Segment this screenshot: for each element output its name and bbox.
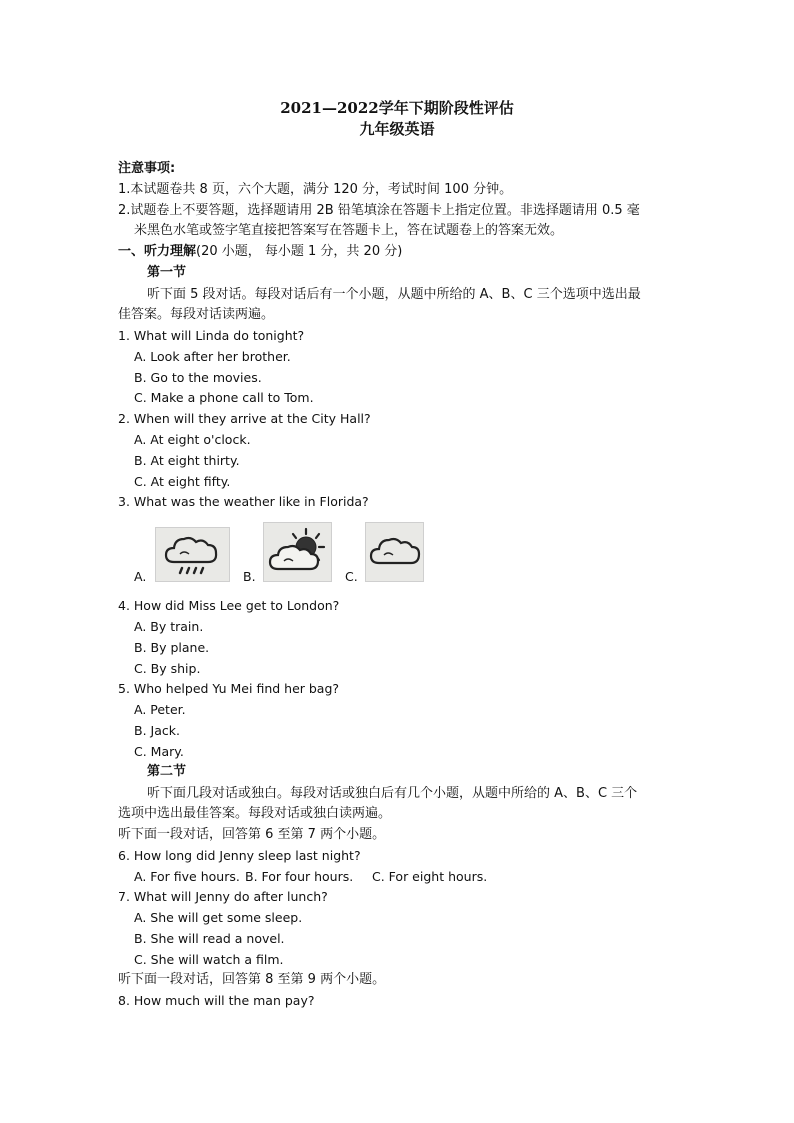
question-7: 7. What will Jenny do after lunch? — [118, 889, 328, 904]
notice-item-2-line-2: 米黑色水笔或签字笔直接把答案写在答题卡上，答在试题卷上的答案无效。 — [134, 223, 564, 238]
question-2-option-b: B. At eight thirty. — [134, 453, 240, 468]
notice-item-2-line-1: 2.试题卷上不要答题，选择题请用 2B 铅笔填涂在答题卡上指定位置。非选择题请用 0.5 毫 — [118, 203, 640, 218]
exam-subtitle: 九年级英语 — [359, 120, 435, 138]
question-4: 4. How did Miss Lee get to London? — [118, 598, 340, 613]
question-3-option-c: C. — [345, 569, 358, 584]
question-3-option-a: A. — [134, 569, 147, 584]
section1-intro-line-2: 佳答案。每段对话读两遍。 — [118, 307, 275, 322]
exam-title: 2021—2022学年下期阶段性评估 — [280, 99, 514, 117]
question-2-option-c: C. At eight fifty. — [134, 474, 231, 489]
question-7-option-c: C. She will watch a film. — [134, 952, 284, 967]
question-4-option-b: B. By plane. — [134, 640, 210, 655]
question-7-option-a: A. She will get some sleep. — [134, 910, 303, 925]
cloud-icon — [365, 522, 424, 582]
part1-heading — [118, 243, 402, 261]
question-2-option-a: A. At eight o'clock. — [134, 432, 251, 447]
dialog-8-9-instruction: 听下面一段对话，回答第 8 至第 9 两个小题。 — [118, 972, 386, 987]
question-3: 3. What was the weather like in Florida? — [118, 494, 369, 509]
question-7-option-b: B. She will read a novel. — [134, 931, 285, 946]
question-5-option-b: B. Jack. — [134, 723, 180, 738]
question-2: 2. When will they arrive at the City Hall? — [118, 411, 371, 426]
question-1-option-c: C. Make a phone call to Tom. — [134, 390, 314, 405]
rain-cloud-icon — [155, 527, 230, 582]
dialog-6-7-instruction: 听下面一段对话，回答第 6 至第 7 两个小题。 — [118, 827, 386, 842]
section1-heading: 第一节 — [147, 265, 187, 280]
question-5-option-a: A. Peter. — [134, 702, 186, 717]
question-1-option-a: A. Look after her brother. — [134, 349, 291, 364]
notice-heading: 注意事项: — [118, 161, 176, 176]
question-1-option-b: B. Go to the movies. — [134, 370, 262, 385]
question-6: 6. How long did Jenny sleep last night? — [118, 848, 361, 863]
question-6-option-a: A. For five hours. — [134, 869, 240, 884]
question-3-option-b: B. — [243, 569, 256, 584]
section2-intro-line-1: 听下面几段对话或独白。每段对话或独白后有几个小题，从题中所给的 A、B、C 三个 — [147, 786, 638, 801]
question-5-option-c: C. Mary. — [134, 744, 184, 759]
question-8: 8. How much will the man pay? — [118, 993, 315, 1008]
section2-heading: 第二节 — [147, 764, 187, 779]
question-4-option-c: C. By ship. — [134, 661, 201, 676]
question-1: 1. What will Linda do tonight? — [118, 328, 305, 343]
section2-intro-line-2: 选项中选出最佳答案。每段对话或独白读两遍。 — [118, 806, 392, 821]
notice-item-1: 1.本试题卷共 8 页，六个大题，满分 120 分，考试时间 100 分钟。 — [118, 182, 513, 197]
question-5: 5. Who helped Yu Mei find her bag? — [118, 681, 340, 696]
question-6-option-c: C. For eight hours. — [372, 869, 488, 884]
sun-cloud-icon — [263, 522, 332, 582]
question-4-option-a: A. By train. — [134, 619, 204, 634]
section1-intro-line-1: 听下面 5 段对话。每段对话后有一个小题，从题中所给的 A、B、C 三个选项中选出最 — [147, 287, 641, 302]
question-6-option-b: B. For four hours. — [245, 869, 354, 884]
part1-heading-title: 一、听力理解 — [118, 244, 197, 259]
part1-heading-score: (20 小题， 每小题 1 分，共 20 分) — [196, 244, 403, 259]
